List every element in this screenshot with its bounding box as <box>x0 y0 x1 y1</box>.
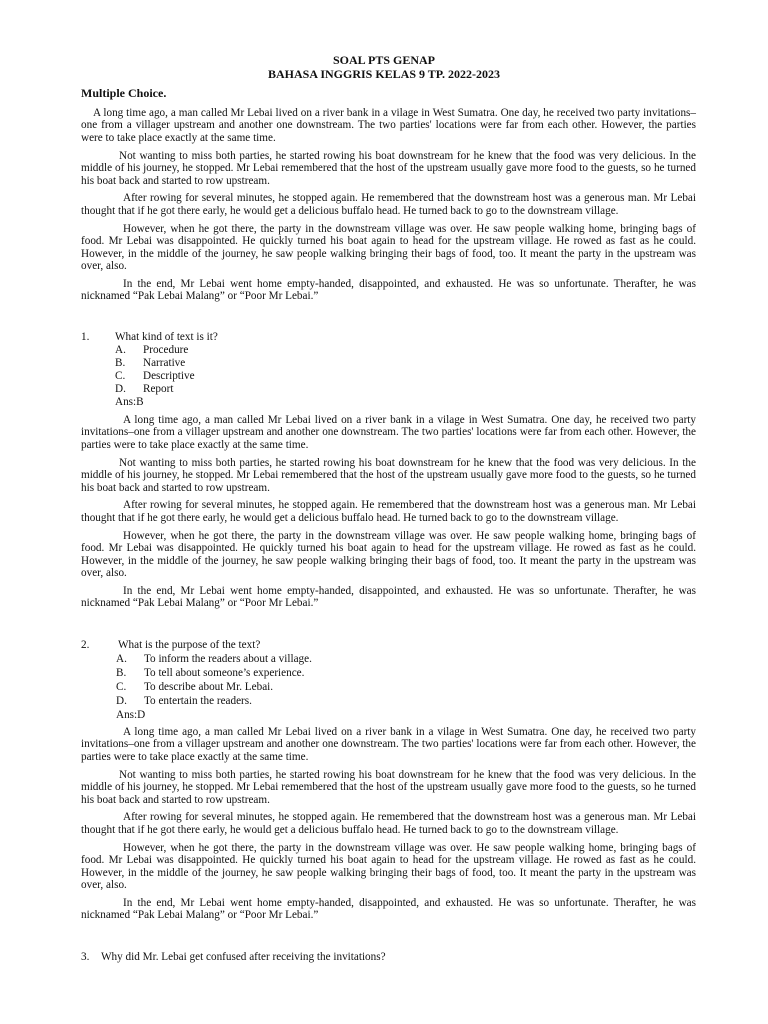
passage-paragraph: In the end, Mr Lebai went home empty-handed, disappointed, and exhausted. He was so unfortunate. Therafter, he was nicknamed “Pak Lebai Malang” or “Poor Mr Lebai.” <box>81 584 696 610</box>
question-number: 1. <box>81 331 90 343</box>
reading-passage <box>81 107 696 308</box>
passage-paragraph: However, when he got there, the party in the downstream village was over. He saw people walking home, bringing bags of food. Mr Lebai was disappointed. He quickly turned his boat again to head for the upstream village. He rowed as fast as he could. However, in the middle of the journey, he saw people walking bringing their bags of food, too. It meant the party in the upstream was over, also. <box>81 841 696 891</box>
passage-paragraph: After rowing for several minutes, he stopped again. He remembered that the downstream host was a generous man. Mr Lebai thought that if he got there early, he would get a delicious buffalo head. He turned back to go to the downstream village. <box>81 192 696 217</box>
passage-paragraph: Not wanting to miss both parties, he started rowing his boat downstream for he knew that the food was very delicious. In the middle of his journey, he stopped. Mr Lebai remembered that the host of the upstream usually gave more food to the guests, so he turned his boat back and started to row upstream. <box>81 768 696 806</box>
question-number: 2. <box>81 639 90 651</box>
passage-paragraph: However, when he got there, the party in the downstream village was over. He saw people walking home, bringing bags of food. Mr Lebai was disappointed. He quickly turned his boat again to head for the upstream village. He rowed as fast as he could. However, in the middle of the journey, he saw people walking bringing their bags of food, too. It meant the party in the upstream was over, also. <box>81 529 696 579</box>
reading-passage <box>81 414 696 615</box>
answer-key: Ans:B <box>115 396 144 408</box>
section-heading: Multiple Choice. <box>81 86 167 100</box>
passage-paragraph: In the end, Mr Lebai went home empty-handed, disappointed, and exhausted. He was so unfortunate. Therafter, he was nicknamed “Pak Lebai Malang” or “Poor Mr Lebai.” <box>81 896 696 922</box>
document-title: SOAL PTS GENAP <box>332 53 436 67</box>
question-text: What kind of text is it? <box>115 331 218 343</box>
passage-paragraph: Not wanting to miss both parties, he started rowing his boat downstream for he knew that the food was very delicious. In the middle of his journey, he stopped. Mr Lebai remembered that the host of the upstream usually gave more food to the guests, so he turned his boat back and started to row upstream. <box>81 456 696 494</box>
answer-key: Ans:D <box>116 709 146 721</box>
question-number: 3. <box>81 951 90 963</box>
passage-paragraph: However, when he got there, the party in the downstream village was over. He saw people walking home, bringing bags of food. Mr Lebai was disappointed. He quickly turned his boat again to head for the upstream village. He rowed as fast as he could. However, in the middle of the journey, he saw people walking bringing their bags of food, too. It meant the party in the upstream was over, also. <box>81 222 696 272</box>
passage-paragraph: Not wanting to miss both parties, he started rowing his boat downstream for he knew that the food was very delicious. In the middle of his journey, he stopped. Mr Lebai remembered that the host of the upstream usually gave more food to the guests, so he turned his boat back and started to row upstream. <box>81 149 696 187</box>
passage-paragraph: A long time ago, a man called Mr Lebai lived on a river bank in a vilage in West Sumatra. One day, he received two party invitations–one from a villager upstream and another one downstream. The two parties' locations were far from each other. However, the parties were to take place exactly at the same time. <box>81 414 696 451</box>
passage-paragraph: A long time ago, a man called Mr Lebai lived on a river bank in a vilage in West Sumatra. One day, he received two party invitations–one from a villager upstream and another one downstream. The two parties' locations were far from each other. However, the parties were to take place exactly at the same time. <box>81 107 696 144</box>
reading-passage <box>81 726 696 927</box>
document-subtitle: BAHASA INGGRIS KELAS 9 TP. 2022-2023 <box>267 67 501 81</box>
passage-paragraph: A long time ago, a man called Mr Lebai lived on a river bank in a vilage in West Sumatra. One day, he received two party invitations–one from a villager upstream and another one downstream. The two parties' locations were far from each other. However, the parties were to take place exactly at the same time. <box>81 726 696 763</box>
passage-paragraph: After rowing for several minutes, he stopped again. He remembered that the downstream host was a generous man. Mr Lebai thought that if he got there early, he would get a delicious buffalo head. He turned back to go to the downstream village. <box>81 811 696 836</box>
passage-paragraph: After rowing for several minutes, he stopped again. He remembered that the downstream host was a generous man. Mr Lebai thought that if he got there early, he would get a delicious buffalo head. He turned back to go to the downstream village. <box>81 499 696 524</box>
document-page: SOAL PTS GENAP BAHASA INGGRIS KELAS 9 TP. 2022-2023 Multiple Choice. A long time ago, a man called Mr Lebai lived on a river bank in a vilage in West Sumatra. One day, he received two party invitations–one from a villager upstream and another one downstream. The two parties' locations were far from each other. However, the parties were to take place exactly at the same time. Not wanting to miss both parties, he started rowing his boat downstream for he knew that the food was very delicious. In the middle of his journey, he stopped. Mr Lebai remembered that the host of the upstream usually gave more food to the guests, so he turned his boat back and started to row upstream. After rowing for several minutes, he stopped again. He remembered that the downstream host was a generous man. Mr Lebai thought that if he got there early, he would get a delicious buffalo head. He turned back to go to the downstream village. However, when he got there, the party in the downstream village was over. He saw people walking home, bringing bags of food. Mr Lebai was disappointed. He quickly turned his boat again to head for the upstream village. He rowed as fast as he could. However, in the middle of the journey, he saw people walking bringing their bags of food, too. It meant the party in the upstream was over, also. In the end, Mr Lebai went home empty-handed, disappointed, and exhausted. He was so unfortunate. Therafter, he was nicknamed “Pak Lebai Malang” or “Poor Mr Lebai.” 1. What kind of text is it? A. Procedure B. Narrative C. Descriptive D. Report Ans:B A long time ago, a man called Mr Lebai lived on a river bank in a vilage in West Sumatra. One day, he received two party invitations–one from a villager upstream and another one downstream. The two parties' locations were far from each other. However, the parties were to take place exactly at the same time. Not wanting to miss both parties, he started rowing his boat downstream for he knew that the food was very delicious. In the middle of his journey, he stopped. Mr Lebai remembered that the host of the upstream usually gave more food to the guests, so he turned his boat back and started to row upstream. After rowing for several minutes, he stopped again. He remembered that the downstream host was a generous man. Mr Lebai thought that if he got there early, he would get a delicious buffalo head. He turned back to go to the downstream village. However, when he got there, the party in the downstream village was over. He saw people walking home, bringing bags of food. Mr Lebai was disappointed. He quickly turned his boat again to head for the upstream village. He rowed as fast as he could. However, in the middle of the journey, he saw people walking bringing their bags of food, too. It meant the party in the upstream was over, also. In the end, Mr Lebai went home empty-handed, disappointed, and exhausted. He was so unfortunate. Therafter, he was nicknamed “Pak Lebai Malang” or “Poor Mr Lebai.” 2. What is the purpose of the text? A. To inform the readers about a village. B. To tell about someone’s experience. C. To describe about Mr. Lebai. D. To entertain the readers. Ans:D A long time ago, a man called Mr Lebai lived on a river bank in a vilage in West Sumatra. One day, he received two party invitations–one from a villager upstream and another one downstream. The two parties' locations were far from each other. However, the parties were to take place exactly at the same time. Not wanting to miss both parties, he started rowing his boat downstream for he knew that the food was very delicious. In the middle of his journey, he stopped. Mr Lebai remembered that the host of the upstream usually gave more food to the guests, so he turned his boat back and started to row upstream. After rowing for several minutes, he stopped again. He remembered that the downstream host was a generous man. Mr Lebai thought that if he got there early, he would get a delicious buffalo head. He turned back to go to the downstream village. However, when he got there, the party in the downstream village was over. He saw people walking home, bringing bags of food. Mr Lebai was disappointed. He quickly turned his boat again to head for the upstream village. He rowed as fast as he could. However, in the middle of the journey, he saw people walking bringing their bags of food, too. It meant the party in the upstream was over, also. In the end, Mr Lebai went home empty-handed, disappointed, and exhausted. He was so unfortunate. Therafter, he was nicknamed “Pak Lebai Malang” or “Poor Mr Lebai.” 3. Why did Mr. Lebai get confused after receiving the invitations? <box>0 0 768 1024</box>
passage-paragraph: In the end, Mr Lebai went home empty-handed, disappointed, and exhausted. He was so unfortunate. Therafter, he was nicknamed “Pak Lebai Malang” or “Poor Mr Lebai.” <box>81 277 696 303</box>
question-text: What is the purpose of the text? <box>118 639 261 651</box>
question-text: Why did Mr. Lebai get confused after receiving the invitations? <box>101 951 386 963</box>
